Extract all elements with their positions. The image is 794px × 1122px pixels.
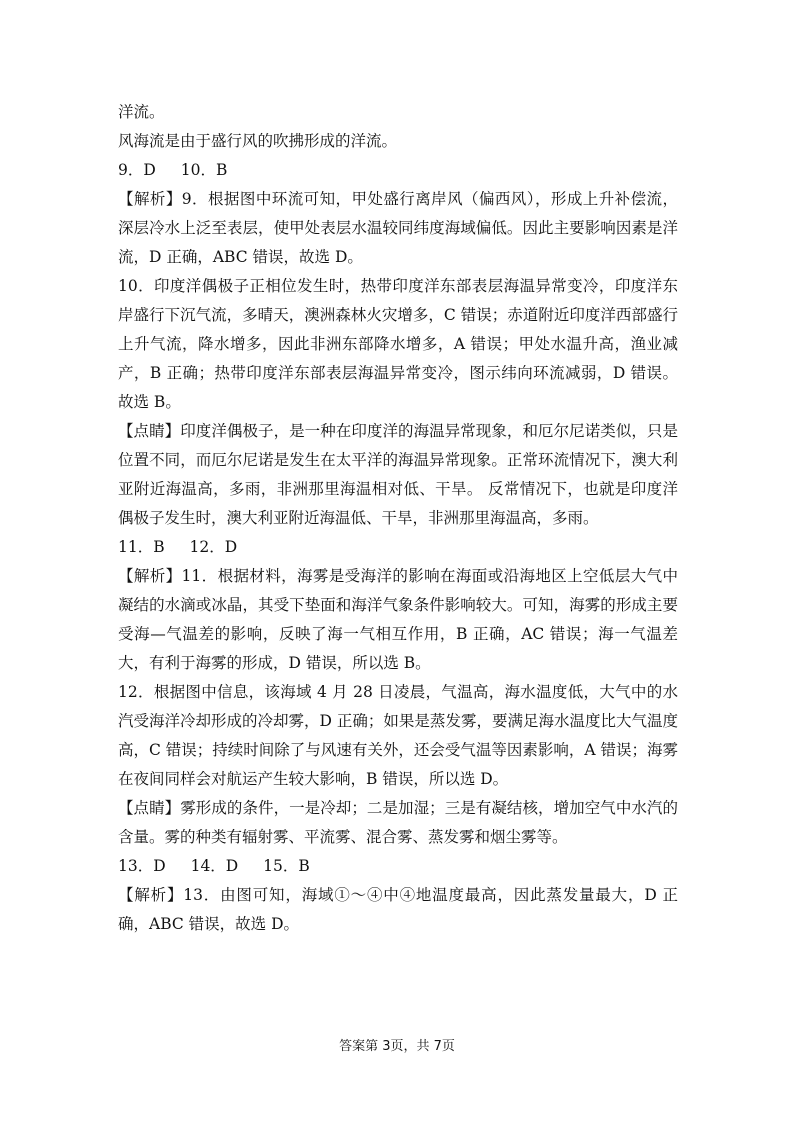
analysis-paragraph: 10．印度洋偶极子正相位发生时，热带印度洋东部表层海温异常变冷，印度洋东岸盛行下沉气流，多晴天，澳洲森林火灾增多，C 错误；赤道附近印度洋西部盛行上升气流，降水增多，因此非洲东部降水增多，A 错误；甲处水温升高，渔业减产，B 正确；热带印度洋东部表层海温异常变冷，图示纬向环流减弱，D 错误。故选 B。 <box>118 277 678 411</box>
note-paragraph: 【点睛】印度洋偶极子，是一种在印度洋的海温异常现象，和厄尔尼诺类似，只是位置不同，而厄尔尼诺是发生在太平洋的海温异常现象。正常环流情况下，澳大利亚附近海温高，多雨，非洲那里海温相对低、干旱。 反常情况下，也就是印度洋偶极子发生时，澳大利亚附近海温低、干旱，非洲那里海温高，多雨。 <box>118 422 678 527</box>
text-line: 风海流是由于盛行风的吹拂形成的洋流。 <box>118 132 398 150</box>
answer-line: 9．D 10．B <box>118 161 228 179</box>
note-paragraph: 【点睛】雾形成的条件，一是冷却；二是加湿；三是有凝结核，增加空气中水汽的含量。雾的种类有辐射雾、平流雾、混合雾、蒸发雾和烟尘雾等。 <box>118 799 678 846</box>
analysis-paragraph: 12．根据图中信息，该海域 4 月 28 日凌晨，气温高，海水温度低，大气中的水汽受海洋冷却形成的冷却雾，D 正确；如果是蒸发雾，要满足海水温度比大气温度高，C 错误；持续时间除了与风速有关外，还会受气温等因素影响，A 错误；海雾在夜间同样会对航运产生较大影响，B 错误，所以选 D。 <box>118 683 678 788</box>
analysis-paragraph: 【解析】11．根据材料，海雾是受海洋的影响在海面或沿海地区上空低层大气中凝结的水滴或冰晶，其受下垫面和海洋气象条件影响较大。可知，海雾的形成主要受海—气温差的影响，反映了海一气相互作用，B 正确，AC 错误；海一气温差大，有利于海雾的形成，D 错误，所以选 B。 <box>118 567 678 672</box>
page-footer: 答案第 3页，共 7页 <box>339 1039 455 1054</box>
answer-line: 13．D 14．D 15．B <box>118 857 310 875</box>
answer-line: 11．B 12．D <box>118 538 238 556</box>
analysis-paragraph: 【解析】13．由图可知，海域①～④中④地温度最高，因此蒸发量最大，D 正确，ABC 错误，故选 D。 <box>118 886 678 933</box>
text-line: 洋流。 <box>118 103 165 121</box>
answer-body <box>118 98 678 939</box>
analysis-paragraph: 【解析】9．根据图中环流可知，甲处盛行离岸风（偏西风），形成上升补偿流，深层冷水上泛至表层，使甲处表层水温较同纬度海域偏低。因此主要影响因素是洋流，D 正确，ABC 错误，故选 D。 <box>118 190 678 266</box>
